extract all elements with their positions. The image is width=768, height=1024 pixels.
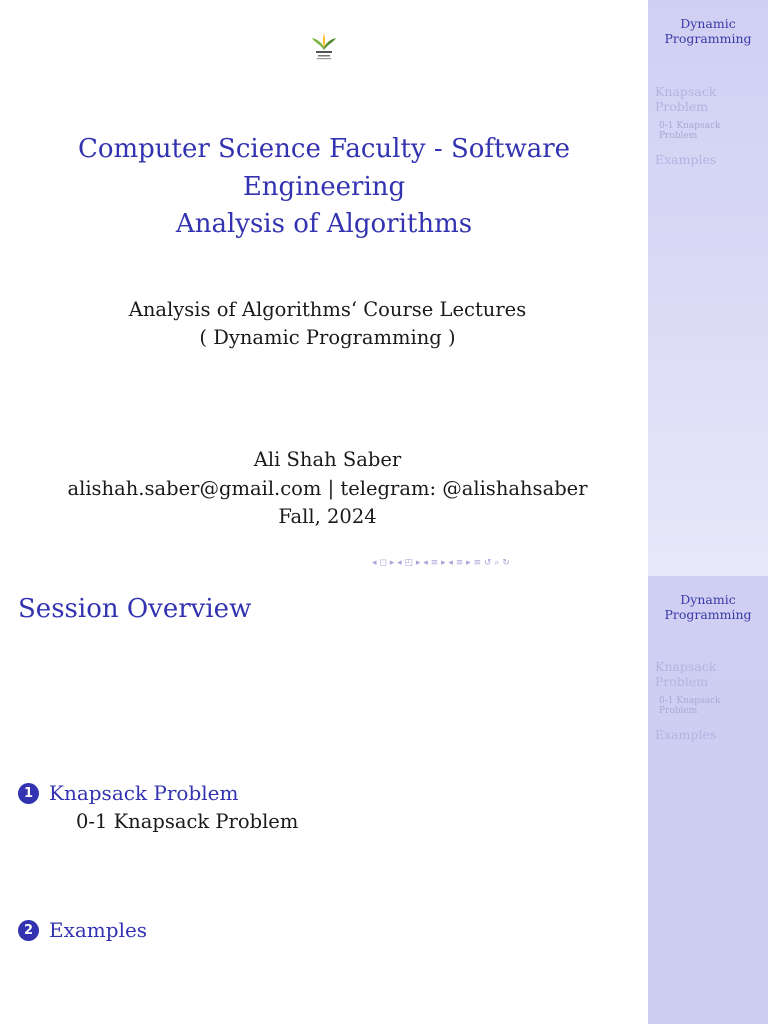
- presentation-subtitle: [0, 296, 655, 352]
- presentation-title: [0, 131, 648, 244]
- sidebar-subitem-line1: 0-1 Knapsack: [659, 121, 721, 131]
- author-info: [0, 446, 655, 532]
- title-line-1: Computer Science Faculty - Software: [77, 134, 571, 164]
- overview-slide: [0, 576, 768, 1024]
- university-logo: [310, 30, 338, 62]
- title-line-2: Engineering: [242, 171, 406, 202]
- sidebar-subitem-line1: 0-1 Knapsack: [659, 696, 721, 706]
- sidebar-title-line1: Dynamic: [680, 592, 736, 607]
- frame-title: Session Overview: [18, 594, 252, 624]
- author-name: Ali Shah Saber: [253, 448, 402, 471]
- sidebar-subitem-line2: Problem: [659, 706, 698, 716]
- sidebar-title-line1: Dynamic: [680, 16, 736, 31]
- sidebar-item-label-line1: Knapsack: [655, 84, 717, 99]
- toc-section-label: Examples: [49, 918, 148, 942]
- sidebar-item-label-line1: Knapsack: [655, 659, 717, 674]
- sidebar-item-label-line2: Problem: [655, 99, 709, 114]
- sidebar-title[interactable]: [648, 16, 768, 46]
- sidebar-item-knapsack-problem[interactable]: [655, 659, 716, 689]
- author-contact: alishah.saber@gmail.com | telegram: @alishahsaber: [67, 476, 588, 500]
- subtitle-line-1: Analysis of Algorithms‘ Course Lectures: [128, 298, 527, 321]
- sidebar-subitem-line2: Problem: [659, 131, 698, 141]
- toc-section-label: Knapsack Problem: [49, 781, 239, 805]
- sidebar: [648, 0, 768, 576]
- sidebar-item-label-line2: Problem: [655, 674, 709, 689]
- sidebar-title-line2: Programming: [664, 31, 752, 46]
- sidebar-item-knapsack-problem[interactable]: [655, 84, 716, 114]
- toc-section-examples[interactable]: [18, 917, 147, 943]
- sidebar-item-examples[interactable]: Examples: [655, 152, 717, 167]
- subtitle-line-2: ( Dynamic Programming ): [199, 326, 456, 349]
- section-number-bullet: 2: [18, 920, 39, 941]
- title-line-3: Analysis of Algorithms: [175, 209, 473, 239]
- sidebar-item-examples[interactable]: Examples: [655, 727, 717, 742]
- section-number-bullet: 1: [18, 783, 39, 804]
- sidebar-title[interactable]: [648, 592, 768, 622]
- toc-section-knapsack[interactable]: [18, 780, 238, 806]
- sidebar-subitem-01-knapsack[interactable]: [659, 121, 720, 141]
- presentation-date: Fall, 2024: [278, 505, 377, 528]
- sidebar-subitem-01-knapsack[interactable]: [659, 696, 720, 716]
- sidebar-title-line2: Programming: [664, 607, 752, 622]
- toc-subsection-01-knapsack[interactable]: 0-1 Knapsack Problem: [76, 810, 299, 833]
- beamer-navigation-icons[interactable]: ◂ ◻ ▸ ◂ ◰ ▸ ◂ ≡ ▸ ◂ ≡ ▸ ≡ ↺ ⌕ ↻: [372, 558, 510, 568]
- sidebar: [648, 576, 768, 1024]
